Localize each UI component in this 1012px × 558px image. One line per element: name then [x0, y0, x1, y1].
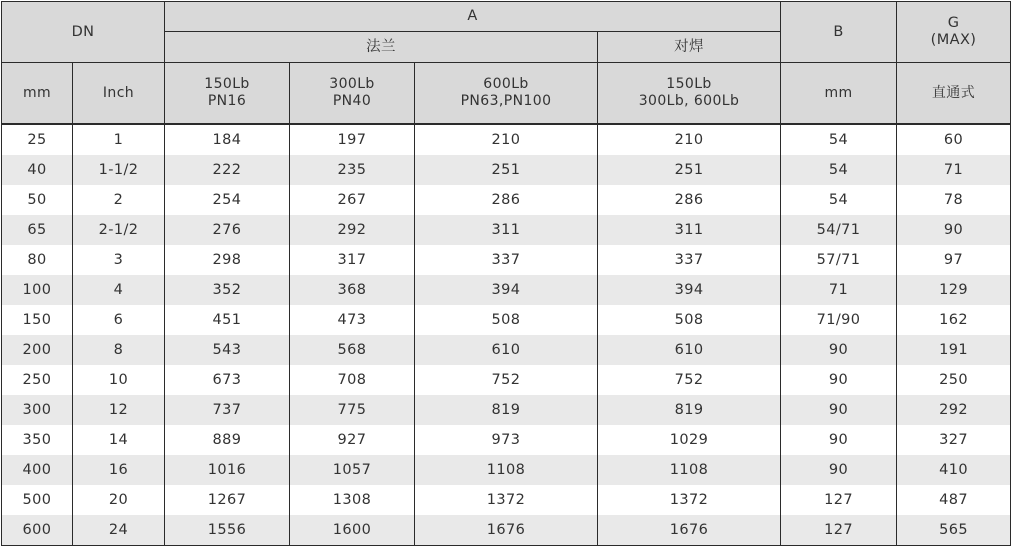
dn-inch-cell: 4 — [73, 275, 165, 305]
b-cell: 71/90 — [781, 305, 897, 335]
dn-mm-cell: 250 — [2, 365, 73, 395]
a-150lb-cell: 276 — [165, 215, 290, 245]
dn-mm-cell: 25 — [2, 124, 73, 155]
dn-inch-cell: 6 — [73, 305, 165, 335]
g-cell: 60 — [897, 124, 1011, 155]
a-150lb-cell: 298 — [165, 245, 290, 275]
table-row — [2, 485, 1011, 515]
header-a: A — [165, 2, 781, 32]
a-300lb-cell: 292 — [290, 215, 415, 245]
a-600lb-cell: 1372 — [415, 485, 598, 515]
g-cell: 78 — [897, 185, 1011, 215]
dn-inch-cell: 20 — [73, 485, 165, 515]
b-cell: 54 — [781, 124, 897, 155]
a-weld-cell: 1029 — [598, 425, 781, 455]
table-row — [2, 305, 1011, 335]
b-cell: 90 — [781, 365, 897, 395]
dn-mm-cell: 40 — [2, 155, 73, 185]
dn-mm-cell: 80 — [2, 245, 73, 275]
dn-mm-cell: 400 — [2, 455, 73, 485]
table-header — [2, 2, 1011, 125]
dn-mm-cell: 350 — [2, 425, 73, 455]
a-600lb-cell: 752 — [415, 365, 598, 395]
subheader-600lb-pn: PN63,PN100 — [460, 93, 552, 109]
dn-mm-cell: 200 — [2, 335, 73, 365]
a-600lb-cell: 311 — [415, 215, 598, 245]
a-300lb-cell: 235 — [290, 155, 415, 185]
a-600lb-cell: 210 — [415, 124, 598, 155]
table-row — [2, 335, 1011, 365]
a-150lb-cell: 889 — [165, 425, 290, 455]
a-600lb-cell: 973 — [415, 425, 598, 455]
a-weld-cell: 251 — [598, 155, 781, 185]
subheader-weld-class — [598, 63, 781, 125]
g-cell: 250 — [897, 365, 1011, 395]
a-150lb-cell: 222 — [165, 155, 290, 185]
a-600lb-cell: 610 — [415, 335, 598, 365]
a-weld-cell: 311 — [598, 215, 781, 245]
dn-inch-cell: 24 — [73, 515, 165, 546]
dn-inch-cell: 12 — [73, 395, 165, 425]
b-cell: 54 — [781, 185, 897, 215]
table-row — [2, 395, 1011, 425]
subheader-weld-class-l1: 150Lb — [666, 76, 712, 92]
a-150lb-cell: 254 — [165, 185, 290, 215]
header-a-flange: 法兰 — [165, 32, 598, 63]
a-300lb-cell: 1308 — [290, 485, 415, 515]
a-150lb-cell: 737 — [165, 395, 290, 425]
b-cell: 90 — [781, 335, 897, 365]
table-row — [2, 455, 1011, 485]
dn-mm-cell: 500 — [2, 485, 73, 515]
header-g — [897, 2, 1011, 63]
g-cell: 90 — [897, 215, 1011, 245]
g-cell: 129 — [897, 275, 1011, 305]
subheader-g-type: 直通式 — [897, 63, 1011, 125]
a-weld-cell: 508 — [598, 305, 781, 335]
g-cell: 410 — [897, 455, 1011, 485]
g-cell: 191 — [897, 335, 1011, 365]
a-300lb-cell: 1057 — [290, 455, 415, 485]
table-row — [2, 124, 1011, 155]
a-300lb-cell: 267 — [290, 185, 415, 215]
dn-inch-cell: 1-1/2 — [73, 155, 165, 185]
header-dn: DN — [2, 2, 165, 63]
table-row — [2, 275, 1011, 305]
a-600lb-cell: 819 — [415, 395, 598, 425]
dn-inch-cell: 1 — [73, 124, 165, 155]
dn-inch-cell: 16 — [73, 455, 165, 485]
a-600lb-cell: 1108 — [415, 455, 598, 485]
g-cell: 292 — [897, 395, 1011, 425]
a-weld-cell: 752 — [598, 365, 781, 395]
a-150lb-cell: 673 — [165, 365, 290, 395]
table-row — [2, 515, 1011, 546]
a-150lb-cell: 184 — [165, 124, 290, 155]
dimension-table — [1, 1, 1011, 546]
b-cell: 71 — [781, 275, 897, 305]
a-150lb-cell: 1556 — [165, 515, 290, 546]
table-row — [2, 245, 1011, 275]
dn-mm-cell: 50 — [2, 185, 73, 215]
header-g-label: G — [947, 15, 960, 31]
a-150lb-cell: 352 — [165, 275, 290, 305]
a-600lb-cell: 394 — [415, 275, 598, 305]
b-cell: 90 — [781, 455, 897, 485]
dn-inch-cell: 2-1/2 — [73, 215, 165, 245]
subheader-300lb-class: 300Lb — [329, 76, 375, 92]
b-cell: 127 — [781, 515, 897, 546]
dn-mm-cell: 150 — [2, 305, 73, 335]
a-600lb-cell: 337 — [415, 245, 598, 275]
b-cell: 54 — [781, 155, 897, 185]
table-row — [2, 425, 1011, 455]
subheader-600lb-class: 600Lb — [483, 76, 529, 92]
subheader-b-mm: mm — [781, 63, 897, 125]
a-weld-cell: 610 — [598, 335, 781, 365]
g-cell: 162 — [897, 305, 1011, 335]
a-300lb-cell: 568 — [290, 335, 415, 365]
a-300lb-cell: 927 — [290, 425, 415, 455]
table-row — [2, 155, 1011, 185]
b-cell: 90 — [781, 395, 897, 425]
a-150lb-cell: 1267 — [165, 485, 290, 515]
dn-inch-cell: 8 — [73, 335, 165, 365]
a-weld-cell: 819 — [598, 395, 781, 425]
g-cell: 327 — [897, 425, 1011, 455]
a-150lb-cell: 543 — [165, 335, 290, 365]
a-300lb-cell: 708 — [290, 365, 415, 395]
a-300lb-cell: 368 — [290, 275, 415, 305]
a-weld-cell: 286 — [598, 185, 781, 215]
header-b: B — [781, 2, 897, 63]
subheader-150lb — [165, 63, 290, 125]
g-cell: 97 — [897, 245, 1011, 275]
table-body — [2, 124, 1011, 546]
a-150lb-cell: 1016 — [165, 455, 290, 485]
header-g-max: (MAX) — [930, 32, 977, 48]
a-weld-cell: 210 — [598, 124, 781, 155]
subheader-150lb-pn: PN16 — [207, 93, 247, 109]
dn-inch-cell: 14 — [73, 425, 165, 455]
a-300lb-cell: 1600 — [290, 515, 415, 546]
a-weld-cell: 1372 — [598, 485, 781, 515]
dn-inch-cell: 10 — [73, 365, 165, 395]
a-weld-cell: 1108 — [598, 455, 781, 485]
subheader-300lb — [290, 63, 415, 125]
dn-mm-cell: 300 — [2, 395, 73, 425]
a-weld-cell: 394 — [598, 275, 781, 305]
b-cell: 127 — [781, 485, 897, 515]
g-cell: 565 — [897, 515, 1011, 546]
subheader-inch: Inch — [73, 63, 165, 125]
dn-inch-cell: 2 — [73, 185, 165, 215]
a-150lb-cell: 451 — [165, 305, 290, 335]
b-cell: 90 — [781, 425, 897, 455]
a-600lb-cell: 251 — [415, 155, 598, 185]
b-cell: 57/71 — [781, 245, 897, 275]
a-weld-cell: 1676 — [598, 515, 781, 546]
dn-mm-cell: 100 — [2, 275, 73, 305]
g-cell: 71 — [897, 155, 1011, 185]
table-row — [2, 365, 1011, 395]
subheader-600lb — [415, 63, 598, 125]
b-cell: 54/71 — [781, 215, 897, 245]
a-300lb-cell: 473 — [290, 305, 415, 335]
dn-mm-cell: 600 — [2, 515, 73, 546]
table-row — [2, 215, 1011, 245]
subheader-150lb-class: 150Lb — [204, 76, 250, 92]
header-a-weld: 对焊 — [598, 32, 781, 63]
a-300lb-cell: 317 — [290, 245, 415, 275]
dn-inch-cell: 3 — [73, 245, 165, 275]
a-300lb-cell: 775 — [290, 395, 415, 425]
table-row — [2, 185, 1011, 215]
subheader-weld-class-l2: 300Lb, 600Lb — [638, 93, 740, 109]
subheader-300lb-pn: PN40 — [332, 93, 372, 109]
dn-mm-cell: 65 — [2, 215, 73, 245]
subheader-mm: mm — [2, 63, 73, 125]
a-weld-cell: 337 — [598, 245, 781, 275]
a-600lb-cell: 508 — [415, 305, 598, 335]
g-cell: 487 — [897, 485, 1011, 515]
a-600lb-cell: 286 — [415, 185, 598, 215]
a-600lb-cell: 1676 — [415, 515, 598, 546]
a-300lb-cell: 197 — [290, 124, 415, 155]
